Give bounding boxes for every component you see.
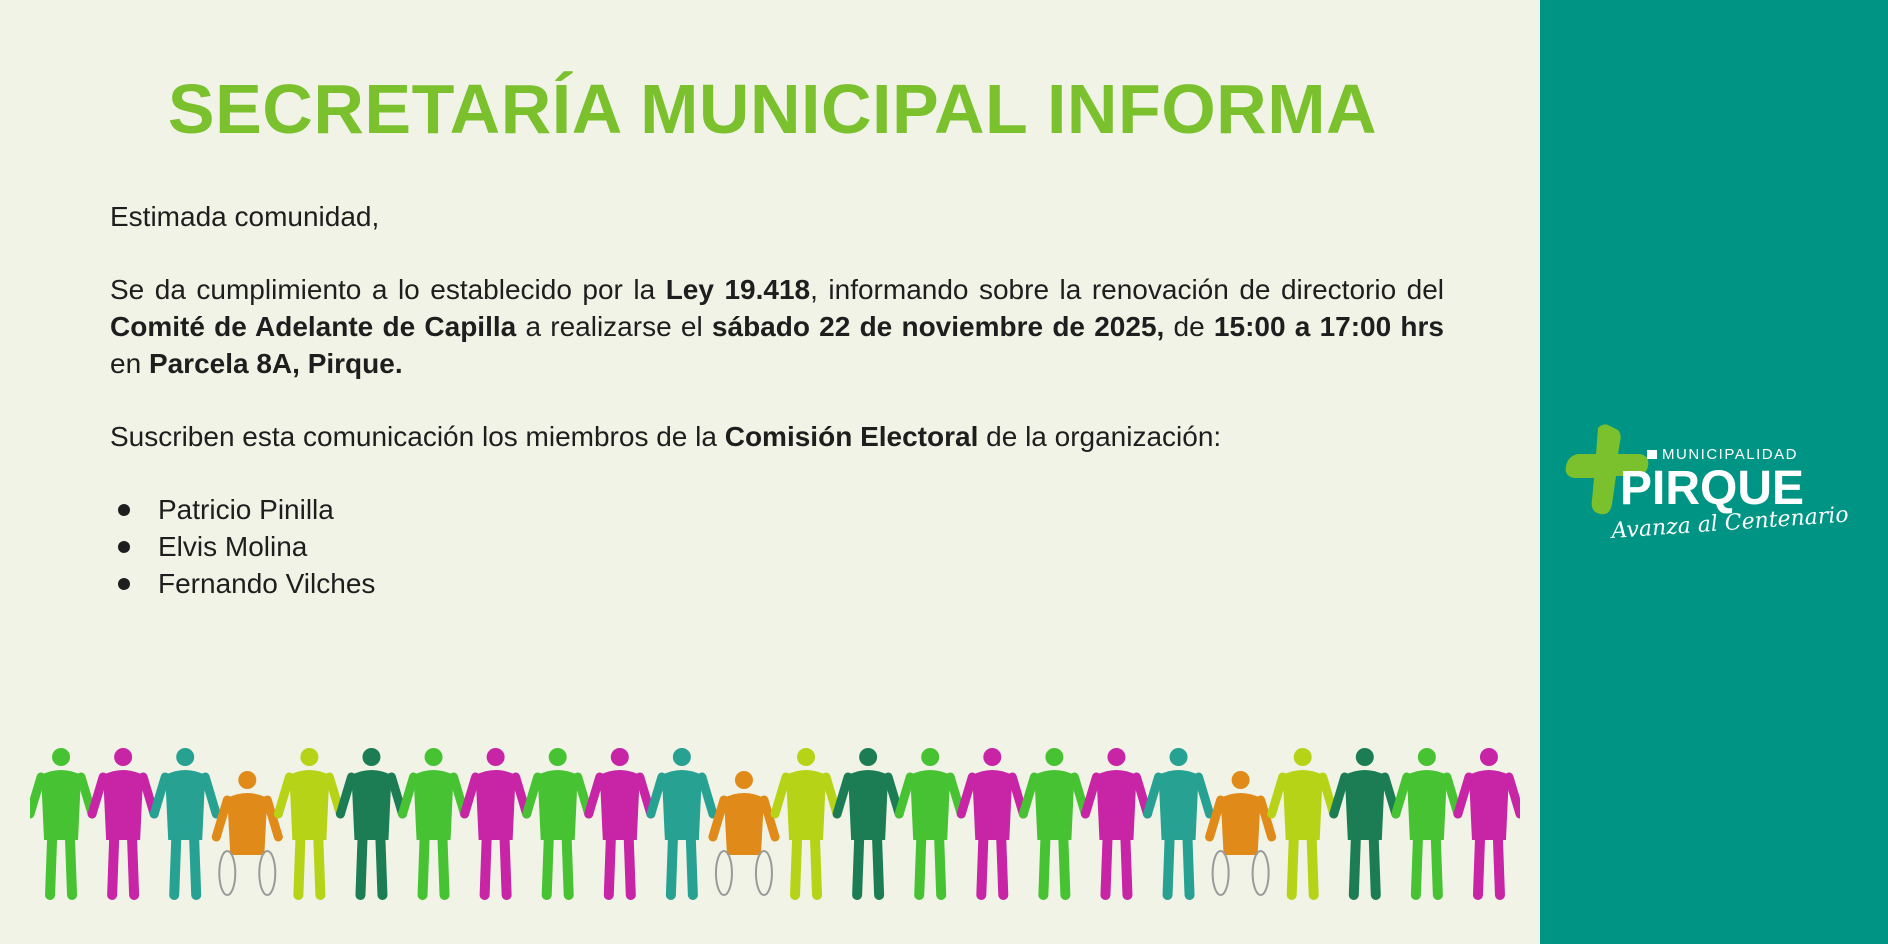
paragraph-text: Se da cumplimiento a lo establecido por la bbox=[110, 274, 666, 305]
person-figure bbox=[403, 748, 465, 895]
person-figure bbox=[837, 748, 899, 895]
person-figure bbox=[1272, 748, 1334, 895]
person-figure bbox=[92, 748, 154, 895]
member-name: Fernando Vilches bbox=[158, 568, 376, 599]
person-figure bbox=[1458, 748, 1520, 895]
person-figure bbox=[1023, 748, 1085, 895]
event-place: Parcela 8A, Pirque. bbox=[148, 348, 403, 379]
person-figure bbox=[465, 748, 527, 895]
person-figure bbox=[899, 748, 961, 895]
municipalidad-pirque-logo bbox=[1560, 420, 1860, 570]
greeting: Estimada comunidad, bbox=[110, 201, 380, 232]
person-figure bbox=[1210, 771, 1272, 895]
paragraph-text: Suscriben esta comunicación los miembros de la bbox=[110, 421, 725, 452]
person-figure bbox=[651, 748, 713, 895]
logo-municipalidad-text: MUNICIPALIDAD bbox=[1662, 446, 1798, 463]
committee-name: Comité de Adelante de Capilla bbox=[110, 311, 517, 342]
person-figure bbox=[775, 748, 837, 895]
announcement-body bbox=[110, 198, 1444, 602]
event-time: 15:00 a 17:00 hrs bbox=[1213, 311, 1445, 342]
member-list bbox=[110, 491, 1444, 602]
person-figure bbox=[30, 748, 92, 895]
person-figure bbox=[278, 748, 340, 895]
member-name: Elvis Molina bbox=[158, 531, 308, 562]
person-figure bbox=[527, 748, 589, 895]
person-figure bbox=[154, 748, 216, 895]
logo-name-text: PIRQUE bbox=[1620, 462, 1805, 515]
person-figure bbox=[1148, 748, 1210, 895]
law-reference: Ley 19.418 bbox=[665, 274, 811, 305]
announcement-paragraph bbox=[110, 271, 1444, 382]
person-figure bbox=[713, 771, 775, 895]
person-figure bbox=[1334, 748, 1396, 895]
list-item bbox=[110, 565, 1444, 602]
person-figure bbox=[589, 748, 651, 895]
page-title: SECRETARÍA MUNICIPAL INFORMA bbox=[167, 70, 1378, 148]
person-figure bbox=[1085, 748, 1147, 895]
bullet-icon bbox=[118, 504, 130, 516]
subscribe-paragraph bbox=[110, 418, 1444, 455]
person-figure bbox=[340, 748, 402, 895]
list-item bbox=[110, 491, 1444, 528]
bullet-icon bbox=[118, 541, 130, 553]
paragraph-text: en bbox=[110, 348, 149, 379]
list-item bbox=[110, 528, 1444, 565]
paragraph-text: a realizarse el bbox=[516, 311, 712, 342]
paragraph-text: , informando sobre la renovación de directorio del bbox=[810, 274, 1445, 305]
person-figure bbox=[216, 771, 278, 895]
person-figure bbox=[1396, 748, 1458, 895]
person-figure bbox=[961, 748, 1023, 895]
commission-name: Comisión Electoral bbox=[724, 421, 979, 452]
member-name: Patricio Pinilla bbox=[158, 494, 334, 525]
paragraph-text: de bbox=[1164, 311, 1214, 342]
paragraph-text: de la organización: bbox=[978, 421, 1222, 452]
people-holding-hands-illustration bbox=[30, 745, 1520, 900]
bullet-icon bbox=[118, 578, 130, 590]
logo-tagline-text: Avanza al Centenario bbox=[1610, 502, 1850, 544]
event-date: sábado 22 de noviembre de 2025, bbox=[711, 311, 1165, 342]
